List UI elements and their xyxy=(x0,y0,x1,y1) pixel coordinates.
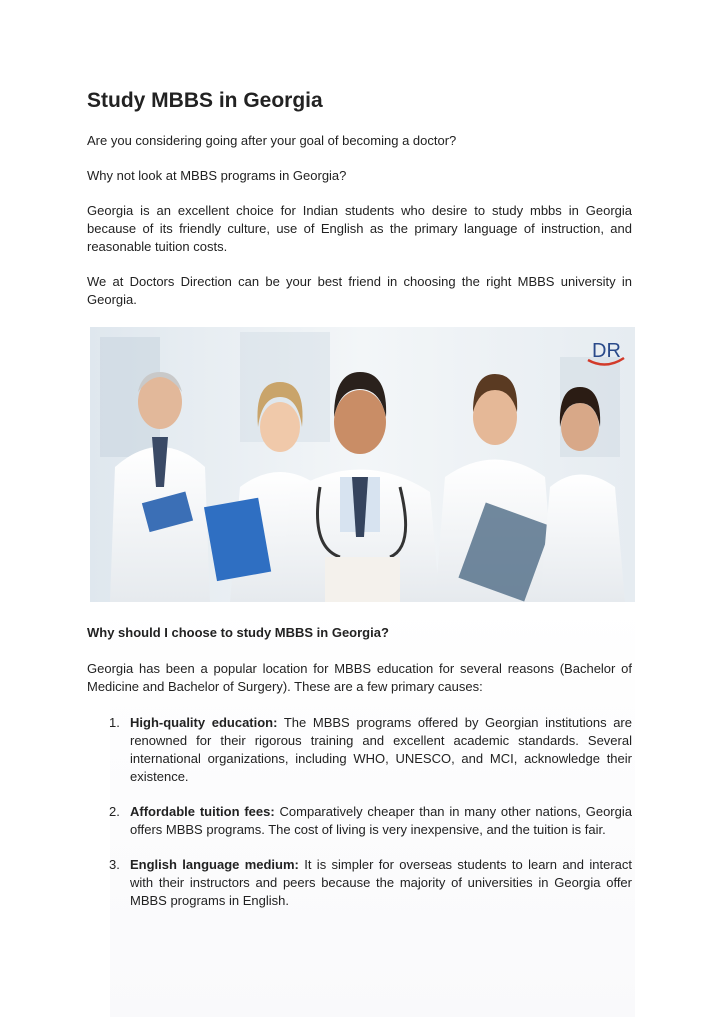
section-why xyxy=(87,624,632,910)
list-text: The MBBS programs offered by Georgian institutions are renowned for their rigorous training and excellent academic standards. Several international organizations, including WHO, UNESCO, and MCI, acknowledge their existence. xyxy=(130,715,632,784)
list-item xyxy=(87,714,632,786)
section-lead: Georgia has been a popular location for MBBS education for several reasons (Bachelor of Medicine and Bachelor of Surgery). These are a few primary causes: xyxy=(87,661,632,694)
list-text: It is simpler for overseas students to learn and interact with their instructors and peers because the majority of universities in Georgia offer MBBS programs in English. xyxy=(130,857,632,908)
list-item xyxy=(87,803,632,839)
dr-logo xyxy=(588,340,624,365)
list-term: English language medium: xyxy=(130,857,299,872)
section-heading: Why should I choose to study MBBS in Georgia? xyxy=(87,625,389,640)
list-term: High-quality education: xyxy=(130,715,278,730)
list-number: 3. xyxy=(109,857,120,872)
doctors-photo xyxy=(90,327,635,602)
list-text: Comparatively cheaper than in many other nations, Georgia offers MBBS programs. The cost of living is very inexpensive, and the tuition is fair. xyxy=(130,804,632,837)
list-number: 1. xyxy=(109,715,120,730)
page-title: Study MBBS in Georgia xyxy=(87,89,323,112)
list-term: Affordable tuition fees: xyxy=(130,804,275,819)
document-body xyxy=(87,88,632,309)
list-item xyxy=(87,856,632,910)
reasons-list xyxy=(87,714,632,910)
intro-paragraph-1: Are you considering going after your goal of becoming a doctor? xyxy=(87,133,457,148)
intro-paragraph-3: Georgia is an excellent choice for Indian students who desire to study mbbs in Georgia because of its friendly culture, use of English as the primary language of instruction, and reasonable tuition costs. xyxy=(87,203,632,254)
doctors-illustration xyxy=(90,327,635,602)
intro-paragraph-4: We at Doctors Direction can be your best friend in choosing the right MBBS university in Georgia. xyxy=(87,274,632,307)
intro-paragraph-2: Why not look at MBBS programs in Georgia? xyxy=(87,168,347,183)
logo-text: DR xyxy=(592,340,621,362)
list-number: 2. xyxy=(109,804,120,819)
